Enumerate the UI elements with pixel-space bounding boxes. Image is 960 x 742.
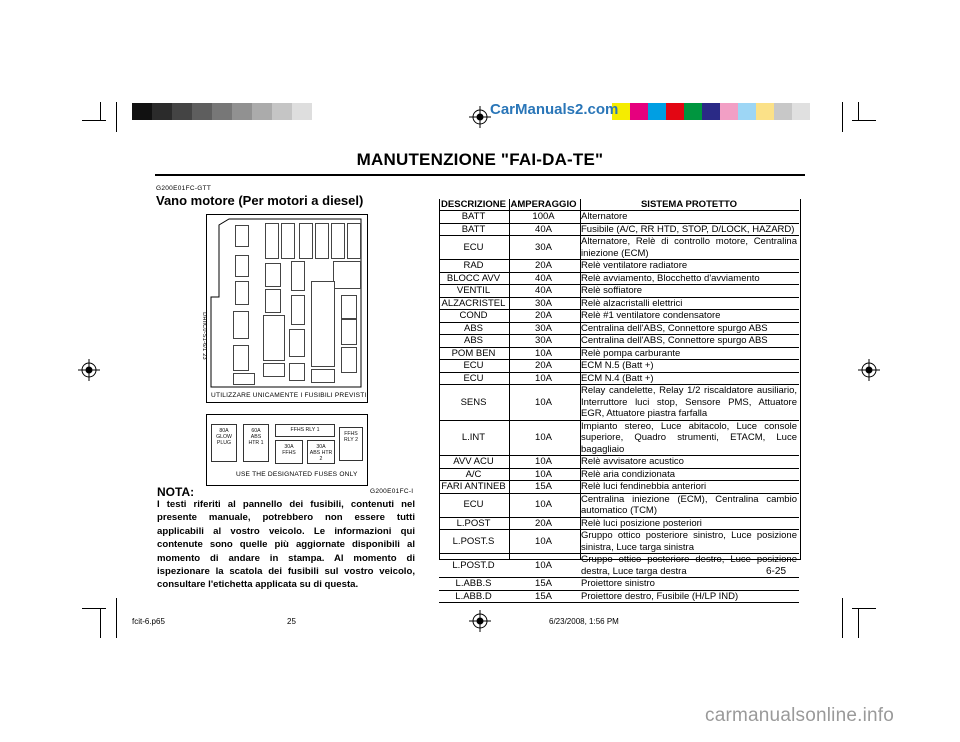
cell-description: BATT [439, 211, 508, 224]
gray-bar [152, 103, 172, 120]
cell-amperage: 20A [508, 260, 579, 273]
color-bar [630, 103, 648, 120]
cell-description: ECU [439, 493, 508, 517]
fuse-slot [289, 363, 305, 381]
fuse-slot [289, 329, 305, 357]
cell-protected-system: Fusibile (A/C, RR HTD, STOP, D/LOCK, HAZARD) [579, 223, 799, 236]
cell-description: ABS [439, 322, 508, 335]
cell-description: L.ABB.D [439, 590, 508, 603]
fuse-slot [265, 223, 279, 259]
watermark: carmanualsonline.info [705, 705, 895, 726]
note-title: NOTA: [157, 485, 195, 499]
color-bar [792, 103, 810, 120]
cell-protected-system: Relè #1 ventilatore condensatore [579, 310, 799, 323]
color-bar [702, 103, 720, 120]
cell-protected-system: Relè ventilatore radiatore [579, 260, 799, 273]
relay-ffhs-1 [275, 424, 335, 437]
table-column-separator [580, 199, 581, 560]
cell-amperage: 10A [508, 385, 579, 421]
fuse-abs-htr-2 [307, 440, 335, 464]
cell-amperage: 30A [508, 297, 579, 310]
fuse-slot [347, 223, 361, 259]
gray-bar [192, 103, 212, 120]
gray-bar [272, 103, 292, 120]
registration-target-icon [78, 359, 100, 381]
gray-bar [212, 103, 232, 120]
gray-bar [172, 103, 192, 120]
gray-bar [292, 103, 312, 120]
cell-description: FARI ANTINEB [439, 481, 508, 494]
fuse-slot [265, 263, 281, 287]
fuse-slot [315, 223, 329, 259]
cell-description: L.POST.S [439, 530, 508, 554]
mini-fuse-block [311, 281, 335, 367]
color-bar [648, 103, 666, 120]
table-row [439, 578, 799, 591]
page-number: 6-25 [766, 566, 787, 577]
fuse-slot [233, 373, 255, 385]
cell-protected-system: Gruppo ottico posteriore destro, Luce posizione destra, Luce targa destra [581, 554, 797, 577]
cell-amperage: 30A [508, 335, 579, 348]
table-column-separator [509, 199, 510, 560]
note-body: I testi riferiti al pannello dei fusibili, contenuti nel presente manuale, potrebbero non essere tutti applicabili al vostro veicolo. Le informazioni qui contenute sono quelle più aggiornate disponibili al momento di andare in stampa. Al momento di ispezionare la scatola dei fusibili sul vostro veicolo, consultare l'etichetta applicata su di questa. [157, 499, 415, 591]
fuse-slot [341, 347, 357, 373]
diagram-caption: USE THE DESIGNATED FUSES ONLY [236, 471, 358, 478]
crop-mark [842, 598, 843, 638]
cell-description: L.POST [439, 517, 508, 530]
footer-date: 6/23/2008, 1:56 PM [549, 617, 619, 626]
cell-protected-system: Relè alzacristalli elettrici [579, 297, 799, 310]
cell-protected-system: ECM N.5 (Batt +) [579, 360, 799, 373]
fuse-slot [235, 281, 249, 305]
fuse-slot [281, 223, 295, 259]
cell-amperage: 10A [508, 456, 579, 469]
cell-protected-system: Relè luci fendinebbia anteriori [579, 481, 799, 494]
cell-protected-system: Proiettore sinistro [579, 578, 799, 591]
cell-description: RAD [439, 260, 508, 273]
cell-protected-system: Proiettore destro, Fusibile (H/LP IND) [579, 590, 799, 603]
cell-amperage: 10A [508, 372, 579, 385]
gray-bar [232, 103, 252, 120]
cell-description: ABS [439, 335, 508, 348]
cell-description: A/C [439, 468, 508, 481]
cell-protected-system: Centralina iniezione (ECM), Centralina cambio automatico (TCM) [581, 493, 797, 516]
cell-amperage: 15A [508, 481, 579, 494]
cell-amperage: 30A [508, 236, 579, 260]
cell-amperage: 40A [508, 272, 579, 285]
cell-protected-system: Alternatore, Relè di controllo motore, Centralina iniezione (ECM) [581, 236, 797, 259]
fuse-label: FFHS RLY 2 [344, 431, 358, 443]
cell-amperage: 20A [508, 517, 579, 530]
cell-amperage: 10A [508, 554, 579, 578]
crop-mark [82, 120, 106, 121]
cell-amperage: 40A [508, 223, 579, 236]
cell-protected-system: Relè soffiatore [579, 285, 799, 298]
color-bar [774, 103, 792, 120]
cell-protected-system: Relè pompa carburante [579, 347, 799, 360]
fuse-label: 60A ABS HTR 1 [248, 428, 264, 446]
fuse-box-diagram-2 [206, 414, 368, 486]
gray-bar [252, 103, 272, 120]
fuse-slot [233, 345, 249, 371]
crop-mark [116, 102, 117, 132]
section-code: G200E01FC-GTT [156, 185, 212, 192]
header-rule [155, 174, 805, 176]
crop-mark [82, 608, 106, 609]
color-bar [666, 103, 684, 120]
fuse-slot [291, 295, 305, 325]
cell-protected-system: ECM N.4 (Batt +) [579, 372, 799, 385]
cell-description: BLOCC AVV [439, 272, 508, 285]
cell-amperage: 10A [508, 347, 579, 360]
crop-mark [842, 102, 843, 132]
crop-mark [858, 608, 859, 638]
fuse-slot [263, 363, 285, 377]
cell-description: POM BEN [439, 347, 508, 360]
fuse-label: 80A GLOW PLUG [216, 428, 232, 446]
cell-amperage: 20A [508, 310, 579, 323]
cell-amperage: 100A [508, 211, 579, 224]
cell-amperage: 15A [508, 578, 579, 591]
section-title: Vano motore (Per motori a diesel) [156, 193, 364, 208]
fuse-slot [299, 223, 313, 259]
page-title: MANUTENZIONE "FAI-DA-TE" [356, 150, 604, 169]
fuse-label: 30A FFHS [282, 444, 296, 456]
fuse-slot [235, 255, 249, 277]
fuse-ffhs [275, 440, 303, 464]
cell-amperage: 30A [508, 322, 579, 335]
cell-protected-system: Impianto stereo, Luce abitacolo, Luce console superiore, Quadro strumenti, ETACM, Luce bagagliaio [581, 420, 797, 455]
cell-description: L.ABB.S [439, 578, 508, 591]
fuse-slot [331, 223, 345, 259]
diagram-side-label: DHIIC0-S1-6/1 23 [200, 312, 207, 360]
fuse-label: FFHS RLY 1 [290, 427, 320, 433]
cell-description: L.POST.D [439, 554, 508, 578]
color-bar [720, 103, 738, 120]
cell-protected-system: Relè aria condizionata [579, 468, 799, 481]
cell-description: BATT [439, 223, 508, 236]
fuse-slot [265, 289, 281, 313]
fuse-box-diagram [200, 214, 369, 403]
mini-fuse-block [263, 315, 285, 361]
cell-protected-system: Relè avviamento, Blocchetto d'avviamento [579, 272, 799, 285]
cell-protected-system: Centralina dell'ABS, Connettore spurgo ABS [579, 322, 799, 335]
crop-mark [858, 102, 859, 120]
cell-description: AVV ACU [439, 456, 508, 469]
cell-amperage: 10A [508, 493, 579, 517]
cell-protected-system: Relay candelette, Relay 1/2 riscaldatore ausiliario, Interruttore luci stop, Sensore PMS, Attuatore EGR, Attuatore piastra farfalla [581, 385, 797, 419]
crop-mark [100, 102, 101, 120]
cell-description: ECU [439, 372, 508, 385]
fuse-slot [291, 261, 305, 291]
cell-protected-system: Gruppo ottico posteriore sinistro, Luce posizione sinistra, Luce targa sinistra [581, 530, 797, 553]
footer-page: 25 [287, 617, 296, 626]
fuse-abs-htr-1 [243, 424, 269, 462]
fuse-slot [235, 225, 249, 247]
column-header-amperage: AMPERAGGIO [508, 199, 579, 211]
gray-bar [132, 103, 152, 120]
registration-target-icon [469, 610, 491, 632]
fuse-slot [311, 369, 335, 383]
column-header-protected-system: SISTEMA PROTETTO [579, 199, 799, 211]
fuse-slot [341, 295, 357, 319]
table-frame [439, 199, 801, 560]
cell-amperage: 40A [508, 285, 579, 298]
relay-ffhs-2 [339, 427, 363, 461]
color-bar [738, 103, 756, 120]
cell-protected-system: Relè avvisatore acustico [579, 456, 799, 469]
color-bar [684, 103, 702, 120]
cell-amperage: 10A [508, 420, 579, 456]
crop-mark [100, 608, 101, 638]
cell-protected-system: Relè luci posizione posteriori [579, 517, 799, 530]
crop-mark [852, 120, 876, 121]
cell-amperage: 20A [508, 360, 579, 373]
cell-amperage: 10A [508, 530, 579, 554]
cell-description: ALZACRISTEL [439, 297, 508, 310]
cell-description: ECU [439, 236, 508, 260]
column-header-description: DESCRIZIONE [439, 199, 508, 211]
diagram-caption: UTILIZZARE UNICAMENTE I FUSIBILI PREVISTI. [211, 392, 369, 399]
footer-file: fcit-6.p65 [132, 617, 165, 626]
fuse-slot [341, 319, 357, 345]
registration-target-icon [469, 106, 491, 128]
cell-description: VENTIL [439, 285, 508, 298]
fuse-label: 30A ABS HTR 2 [309, 444, 333, 462]
cell-protected-system: Alternatore [579, 211, 799, 224]
cell-amperage: 15A [508, 590, 579, 603]
registration-target-icon [858, 359, 880, 381]
color-bar [756, 103, 774, 120]
fuse-slot [233, 311, 249, 339]
cell-description: SENS [439, 385, 508, 421]
relay-slot [333, 261, 361, 289]
fuse-glow-plug [211, 424, 237, 462]
cell-description: COND [439, 310, 508, 323]
crop-mark [852, 608, 876, 609]
cell-description: L.INT [439, 420, 508, 456]
cell-protected-system: Centralina dell'ABS, Connettore spurgo ABS [579, 335, 799, 348]
cell-amperage: 10A [508, 468, 579, 481]
site-logo[interactable]: CarManuals2.com [490, 101, 619, 118]
crop-mark [116, 598, 117, 638]
table-row [439, 590, 799, 603]
cell-description: ECU [439, 360, 508, 373]
diagram-code: G200E01FC-I [370, 488, 414, 495]
